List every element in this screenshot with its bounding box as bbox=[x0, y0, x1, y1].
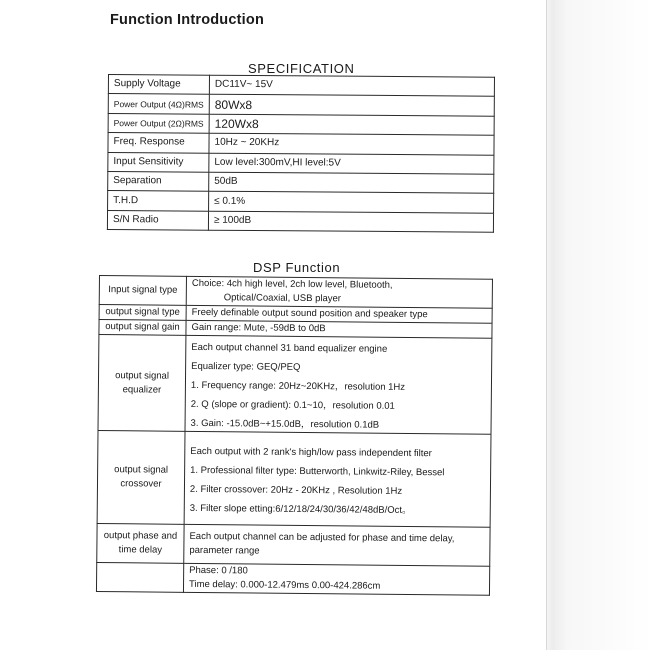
dsp-value-output-signal-type: Freely definable output sound position and speaker type bbox=[186, 305, 492, 323]
specification-table bbox=[107, 74, 495, 233]
dsp-function-title: DSP Function bbox=[253, 260, 341, 275]
dsp-label-output-signal-gain: output signal gain bbox=[99, 320, 186, 336]
spec-label: S/N Radio bbox=[107, 210, 208, 230]
spec-label: Power Output (4Ω)RMS bbox=[108, 94, 209, 114]
dsp-label-output-signal-type: output signal type bbox=[99, 305, 186, 321]
dsp-value-input-signal-type bbox=[186, 276, 492, 308]
spec-label: Supply Voltage bbox=[108, 75, 209, 95]
spec-value: Low level:300mV,HI level:5V bbox=[209, 153, 494, 174]
dsp-value-output-signal-crossover bbox=[184, 431, 491, 527]
table-row bbox=[97, 523, 490, 566]
equalizer-line: 1. Frequency range: 20Hz~20KHz，resolution 1Hz bbox=[190, 379, 406, 393]
table-row bbox=[108, 171, 494, 193]
crossover-line: 1. Professional filter type: Butterworth, Linkwitz-Riley, Bessel bbox=[190, 464, 445, 479]
dsp-value-phase-delay-range bbox=[183, 563, 489, 595]
specification-title: SPECIFICATION bbox=[248, 61, 355, 76]
phase-delay-line: Each output channel can be adjusted for phase and time delay, bbox=[189, 530, 455, 545]
table-row bbox=[108, 94, 494, 116]
spec-value: 50dB bbox=[209, 172, 494, 193]
dsp-label-input-signal-type: Input signal type bbox=[99, 276, 186, 306]
spec-label: Freq. Response bbox=[108, 133, 209, 153]
equalizer-line: 2. Q (slope or gradient): 0.1~10，resolution 0.01 bbox=[190, 398, 395, 412]
spec-label: Separation bbox=[108, 171, 209, 191]
spec-value: ≥ 100dB bbox=[208, 211, 493, 232]
spec-value: 10Hz ~ 20KHz bbox=[209, 133, 494, 154]
dsp-value-output-phase-delay bbox=[184, 524, 490, 566]
dsp-label-output-phase-delay: output phase and time delay bbox=[97, 523, 184, 563]
input-signal-type-line: Optical/Coaxial, USB player bbox=[223, 292, 342, 305]
input-signal-type-line: Choice: 4ch high level, 2ch low level, Bluetooth, bbox=[191, 277, 393, 291]
equalizer-line: Each output channel 31 band equalizer engine bbox=[191, 341, 388, 355]
page-edge-shadow bbox=[546, 0, 650, 650]
spec-value: 120Wx8 bbox=[209, 114, 494, 135]
page-title: Function Introduction bbox=[110, 12, 265, 28]
spec-value: 80Wx8 bbox=[209, 95, 494, 116]
table-row bbox=[99, 276, 492, 309]
spec-value: ≤ 0.1% bbox=[209, 192, 494, 213]
crossover-line: 3. Filter slope etting:6/12/18/24/30/36/42/48dB/Oct。 bbox=[189, 502, 412, 517]
spec-label: T.H.D bbox=[108, 191, 209, 211]
spec-label: Input Sensitivity bbox=[108, 152, 209, 172]
phase-delay-line: parameter range bbox=[189, 544, 260, 557]
table-row bbox=[108, 133, 494, 155]
spec-value: DC11V~ 15V bbox=[209, 75, 494, 96]
time-delay-range: Time delay: 0.000-12.479ms 0.00-424.286cm bbox=[188, 578, 381, 592]
table-row bbox=[108, 113, 494, 135]
crossover-line: Each output with 2 rank's high/low pass independent filter bbox=[190, 445, 432, 460]
spec-label: Power Output (2Ω)RMS bbox=[108, 113, 209, 133]
dsp-label-empty bbox=[96, 562, 183, 592]
table-row bbox=[107, 210, 493, 232]
dsp-value-output-signal-equalizer bbox=[185, 335, 492, 434]
equalizer-line: 3. Gain: -15.0dB~+15.0dB，resolution 0.1dB bbox=[190, 417, 380, 431]
table-row bbox=[108, 75, 494, 97]
dsp-function-table bbox=[96, 275, 493, 596]
phase-range: Phase: 0 /180 bbox=[189, 564, 248, 577]
table-row bbox=[108, 152, 494, 174]
dsp-label-output-signal-crossover: output signal crossover bbox=[97, 430, 185, 524]
table-row bbox=[98, 335, 492, 435]
dsp-label-output-signal-equalizer: output signal equalizer bbox=[98, 335, 186, 432]
table-row bbox=[108, 191, 494, 213]
equalizer-line: Equalizer type: GEQ/PEQ bbox=[191, 360, 301, 373]
crossover-line: 2. Filter crossover: 20Hz - 20KHz , Resolution 1Hz bbox=[189, 483, 403, 497]
dsp-value-output-signal-gain: Gain range: Mute, -59dB to 0dB bbox=[186, 320, 492, 338]
table-row bbox=[97, 430, 491, 527]
table-row bbox=[96, 562, 489, 595]
